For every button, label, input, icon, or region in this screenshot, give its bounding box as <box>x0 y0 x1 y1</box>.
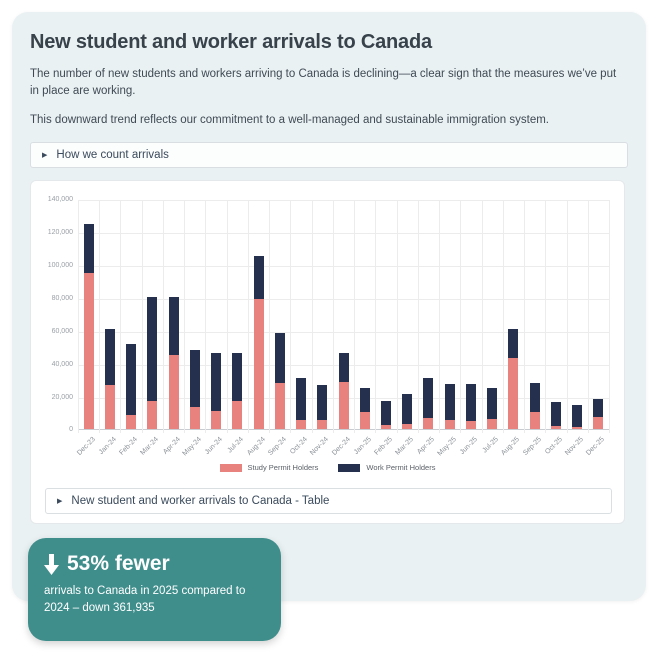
bar-segment-study <box>508 358 518 429</box>
bar-segment-work <box>275 333 285 382</box>
x-axis-label: Nov-25 <box>564 436 586 458</box>
v-gridline <box>588 200 589 433</box>
chart-panel <box>30 180 625 524</box>
bar-segment-study <box>317 420 327 429</box>
legend-swatch <box>338 464 360 472</box>
chart-legend <box>31 463 624 472</box>
bar-segment-work <box>84 224 94 273</box>
bar-segment-study <box>84 273 94 429</box>
h-gridline <box>78 200 609 201</box>
chart-plot-area <box>78 200 609 430</box>
bar-segment-work <box>402 394 412 424</box>
x-axis-label: Sep-25 <box>521 436 543 458</box>
x-axis-label: Jul-24 <box>226 436 246 455</box>
v-gridline <box>248 200 249 433</box>
legend-item <box>220 463 319 472</box>
y-axis-label: 40,000 <box>51 360 73 368</box>
v-gridline <box>460 200 461 433</box>
y-axis-label: 140,000 <box>47 196 73 204</box>
y-axis-label: 20,000 <box>51 393 73 401</box>
bar-segment-work <box>381 401 391 426</box>
bar-segment-work <box>508 329 518 358</box>
v-gridline <box>482 200 483 433</box>
x-axis-label: Dec-23 <box>75 436 97 458</box>
bar-segment-work <box>254 256 264 299</box>
x-axis-label: Nov-24 <box>309 436 331 458</box>
legend-item <box>338 463 435 472</box>
v-gridline <box>99 200 100 433</box>
v-gridline <box>609 200 610 433</box>
bar-segment-work <box>487 388 497 418</box>
x-axis-label: Jul-25 <box>481 436 501 455</box>
legend-label: Work Permit Holders <box>366 463 436 473</box>
bar-segment-study <box>551 426 561 429</box>
bar-segment-work <box>339 353 349 382</box>
x-axis-label: Feb-25 <box>373 436 394 458</box>
bar-segment-work <box>360 388 370 412</box>
accordion-label: How we count arrivals <box>56 149 169 162</box>
how-we-count-accordion[interactable] <box>30 142 628 168</box>
x-axis-label: May-25 <box>436 436 458 458</box>
stat-headline-text: 53% fewer <box>67 552 170 575</box>
page-title: New student and worker arrivals to Canada <box>30 31 432 53</box>
v-gridline <box>375 200 376 433</box>
x-axis-label: Mar-25 <box>394 436 416 458</box>
legend-label: Study Permit Holders <box>247 463 319 473</box>
bar-segment-study <box>530 412 540 429</box>
bar-segment-work <box>211 353 221 411</box>
bar-segment-work <box>530 383 540 412</box>
bar-segment-study <box>211 411 221 430</box>
x-axis-label: Oct-25 <box>544 436 564 457</box>
v-gridline <box>312 200 313 433</box>
bar-segment-study <box>423 418 433 430</box>
v-gridline <box>354 200 355 433</box>
bar-segment-study <box>169 355 179 430</box>
x-axis-label: Aug-24 <box>245 436 267 458</box>
y-axis-label: 60,000 <box>51 327 73 335</box>
intro-paragraph-1: The number of new students and workers arriving to Canada is declining—a clear sign that the measures we’ve put in place are working. <box>30 68 617 98</box>
v-gridline <box>205 200 206 433</box>
bar-segment-study <box>593 417 603 429</box>
h-gridline <box>78 266 609 267</box>
x-axis-label: Apr-24 <box>161 436 182 457</box>
bar-segment-study <box>445 420 455 430</box>
v-gridline <box>418 200 419 433</box>
x-axis-label: Dec-25 <box>585 436 607 458</box>
stat-headline <box>44 552 265 576</box>
x-axis-label: Jun-25 <box>458 436 479 457</box>
bar-segment-study <box>572 427 582 429</box>
v-gridline <box>120 200 121 433</box>
v-gridline <box>503 200 504 433</box>
expand-triangle-icon: ▶ <box>57 497 63 505</box>
expand-triangle-icon: ▶ <box>42 151 48 159</box>
accordion-label: New student and worker arrivals to Canada - Table <box>71 495 330 508</box>
v-gridline <box>439 200 440 433</box>
y-axis-label: 0 <box>69 426 73 434</box>
bar-segment-work <box>572 405 582 427</box>
bar-segment-study <box>402 424 412 429</box>
bar-segment-study <box>147 401 157 429</box>
x-axis-label: Mar-24 <box>139 436 161 458</box>
v-gridline <box>333 200 334 433</box>
x-axis-label: Dec-24 <box>330 436 352 458</box>
bar-segment-study <box>466 421 476 429</box>
bar-segment-work <box>551 402 561 427</box>
bar-segment-work <box>296 378 306 420</box>
bar-segment-study <box>254 299 264 430</box>
stat-description: arrivals to Canada in 2025 compared to 2024 – down 361,935 <box>44 585 246 614</box>
bar-segment-work <box>126 344 136 415</box>
bar-segment-study <box>296 420 306 430</box>
bar-segment-work <box>169 297 179 355</box>
x-axis-label: Jan-25 <box>352 436 373 457</box>
v-gridline <box>545 200 546 433</box>
down-arrow-icon <box>44 554 59 575</box>
bar-segment-work <box>232 353 242 401</box>
v-gridline <box>78 200 79 433</box>
bar-segment-study <box>360 412 370 429</box>
v-gridline <box>290 200 291 433</box>
bar-segment-work <box>423 378 433 417</box>
bar-segment-study <box>232 401 242 429</box>
bar-segment-study <box>381 425 391 429</box>
h-gridline <box>78 299 609 300</box>
x-axis-label: Jun-24 <box>203 436 224 457</box>
v-gridline <box>184 200 185 433</box>
x-axis-label: Sep-24 <box>266 436 288 458</box>
v-gridline <box>397 200 398 433</box>
x-axis-label: Aug-25 <box>500 436 522 458</box>
x-axis-label: May-24 <box>181 436 203 458</box>
bar-segment-work <box>317 385 327 420</box>
legend-swatch <box>220 464 242 472</box>
h-gridline <box>78 233 609 234</box>
main-card <box>12 12 646 601</box>
x-axis-label: Feb-24 <box>118 436 140 458</box>
bar-segment-study <box>105 385 115 429</box>
bar-segment-work <box>190 350 200 408</box>
bar-segment-study <box>126 415 136 429</box>
h-gridline <box>78 332 609 333</box>
v-gridline <box>269 200 270 433</box>
x-axis-label: Jan-24 <box>97 436 118 457</box>
bar-segment-study <box>339 382 349 430</box>
v-gridline <box>524 200 525 433</box>
intro-paragraph-2: This downward trend reflects our commitment to a well-managed and sustainable immigration system. <box>30 113 549 126</box>
v-gridline <box>227 200 228 433</box>
y-axis-label: 120,000 <box>47 229 73 237</box>
v-gridline <box>142 200 143 433</box>
bar-segment-work <box>466 384 476 421</box>
y-axis-label: 80,000 <box>51 294 73 302</box>
bar-segment-study <box>487 419 497 430</box>
stat-card <box>28 538 281 641</box>
table-accordion[interactable] <box>45 488 612 514</box>
x-axis-label: Oct-24 <box>289 436 309 457</box>
bar-segment-work <box>593 399 603 417</box>
bar-segment-work <box>147 297 157 401</box>
bar-segment-study <box>275 383 285 430</box>
y-axis-label: 100,000 <box>47 262 73 270</box>
bar-segment-work <box>105 329 115 385</box>
x-axis-label: Apr-25 <box>416 436 437 457</box>
bar-segment-study <box>190 407 200 429</box>
v-gridline <box>567 200 568 433</box>
bar-segment-work <box>445 384 455 419</box>
v-gridline <box>163 200 164 433</box>
